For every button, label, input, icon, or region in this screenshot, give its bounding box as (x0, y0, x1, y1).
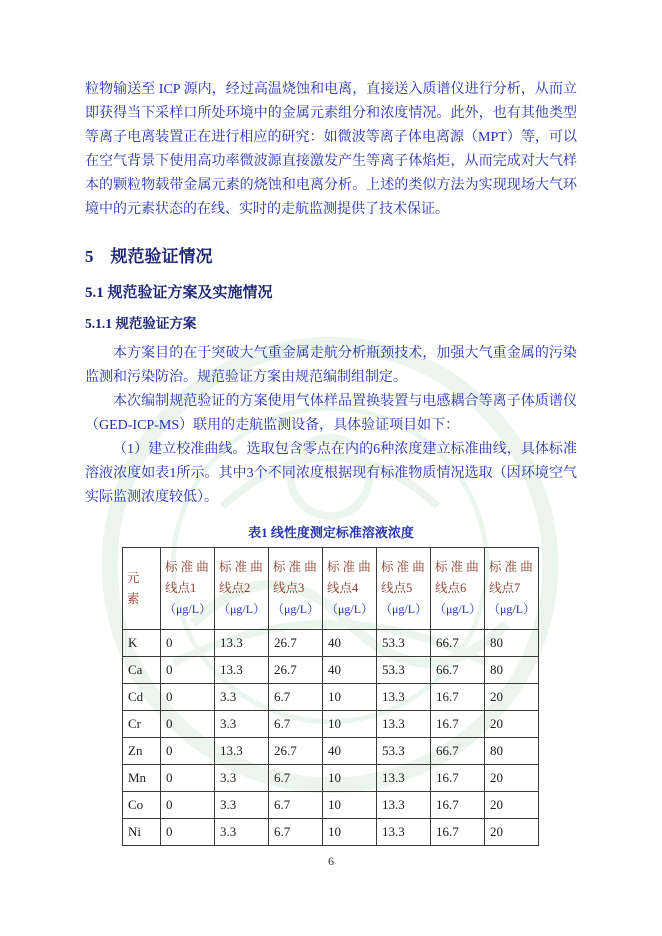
element-cell: Cd (123, 684, 161, 711)
value-cell: 53.3 (377, 630, 431, 657)
value-cell: 20 (485, 819, 539, 846)
page-content (85, 78, 577, 846)
value-cell: 0 (161, 684, 215, 711)
value-cell: 0 (161, 738, 215, 765)
value-cell: 66.7 (431, 738, 485, 765)
value-cell: 10 (323, 765, 377, 792)
value-cell: 20 (485, 792, 539, 819)
value-cell: 13.3 (215, 630, 269, 657)
value-cell: 13.3 (377, 684, 431, 711)
value-cell: 20 (485, 684, 539, 711)
value-cell: 13.3 (215, 657, 269, 684)
value-cell: 6.7 (269, 765, 323, 792)
element-header-line1: 元 (127, 570, 140, 585)
col-header-element (123, 548, 161, 630)
table-row (123, 684, 539, 711)
value-cell: 10 (323, 792, 377, 819)
value-cell: 40 (323, 630, 377, 657)
element-header-line2: 素 (127, 591, 140, 606)
value-cell: 16.7 (431, 711, 485, 738)
value-cell: 3.3 (215, 684, 269, 711)
col-header-point2: 标 准 曲 线点2 （μg/L） (215, 548, 269, 630)
col-header-point3: 标 准 曲 线点3 （μg/L） (269, 548, 323, 630)
col-header-point1: 标 准 曲 线点1 （μg/L） (161, 548, 215, 630)
paragraph-purpose: 本方案目的在于突破大气重金属走航分析瓶颈技术，加强大气重金属的污染监测和污染防治。规范验证方案由规范编制组制定。 (85, 346, 577, 385)
value-cell: 10 (323, 819, 377, 846)
element-cell: Ca (123, 657, 161, 684)
value-cell: 16.7 (431, 765, 485, 792)
value-cell: 20 (485, 711, 539, 738)
value-cell: 40 (323, 738, 377, 765)
section-heading: 5 规范验证情况 (85, 247, 213, 266)
value-cell: 80 (485, 630, 539, 657)
value-cell: 0 (161, 657, 215, 684)
value-cell: 16.7 (431, 819, 485, 846)
value-cell: 40 (323, 657, 377, 684)
value-cell: 13.3 (377, 819, 431, 846)
value-cell: 13.3 (215, 738, 269, 765)
table-row (123, 711, 539, 738)
table-header-row (123, 548, 539, 630)
element-cell: K (123, 630, 161, 657)
value-cell: 3.3 (215, 711, 269, 738)
element-cell: Zn (123, 738, 161, 765)
value-cell: 10 (323, 684, 377, 711)
value-cell: 3.3 (215, 792, 269, 819)
value-cell: 53.3 (377, 657, 431, 684)
table-row (123, 630, 539, 657)
value-cell: 66.7 (431, 630, 485, 657)
value-cell: 26.7 (269, 738, 323, 765)
page-number: 6 (328, 854, 334, 868)
standard-solution-table (122, 547, 539, 846)
value-cell: 20 (485, 765, 539, 792)
subsubsection-heading: 5.1.1 规范验证方案 (85, 316, 197, 331)
element-cell: Mn (123, 765, 161, 792)
col-header-point4: 标 准 曲 线点4 （μg/L） (323, 548, 377, 630)
value-cell: 13.3 (377, 765, 431, 792)
table-row (123, 819, 539, 846)
table-row (123, 657, 539, 684)
value-cell: 16.7 (431, 684, 485, 711)
value-cell: 53.3 (377, 738, 431, 765)
value-cell: 6.7 (269, 792, 323, 819)
table-row (123, 738, 539, 765)
element-cell: Cr (123, 711, 161, 738)
value-cell: 66.7 (431, 657, 485, 684)
col-header-point7: 标 准 曲 线点7 （μg/L） (485, 548, 539, 630)
paragraph-equipment: 本次编制规范验证的方案使用气体样品置换装置与电感耦合等离子体质谱仪（GED-ICP-MS）联用的走航监测设备，具体验证项目如下： (85, 394, 577, 433)
value-cell: 13.3 (377, 711, 431, 738)
value-cell: 26.7 (269, 657, 323, 684)
value-cell: 13.3 (377, 792, 431, 819)
col-header-point5: 标 准 曲 线点5 （μg/L） (377, 548, 431, 630)
subsection-heading: 5.1 规范验证方案及实施情况 (85, 285, 273, 301)
value-cell: 80 (485, 657, 539, 684)
value-cell: 6.7 (269, 684, 323, 711)
value-cell: 3.3 (215, 819, 269, 846)
value-cell: 0 (161, 819, 215, 846)
element-cell: Co (123, 792, 161, 819)
value-cell: 6.7 (269, 819, 323, 846)
value-cell: 10 (323, 711, 377, 738)
value-cell: 0 (161, 630, 215, 657)
value-cell: 0 (161, 711, 215, 738)
value-cell: 26.7 (269, 630, 323, 657)
table-caption: 表1 线性度测定标准溶液浓度 (248, 525, 414, 540)
value-cell: 16.7 (431, 792, 485, 819)
value-cell: 0 (161, 792, 215, 819)
value-cell: 3.3 (215, 765, 269, 792)
table-row (123, 792, 539, 819)
element-cell: Ni (123, 819, 161, 846)
value-cell: 6.7 (269, 711, 323, 738)
continuation-paragraph: 粒物输送至 ICP 源内，经过高温烧蚀和电离，直接送入质谱仪进行分析，从而立即获得当下采样口所处环境中的金属元素组分和浓度情况。此外，也有其他类型等离子电离装置正在进行相应的研究：如微波等离子体电离源（MPT）等，可以在空气背景下使用高功率微波源直接激发产生等离子体焰炬，从而完成对大气样本的颗粒物载带金属元素的烧蚀和电离分析。上述的类似方法为实现现场大气环境中的元素状态的在线、实时的走航监测提供了技术保证。 (85, 82, 577, 217)
col-header-point6: 标 准 曲 线点6 （μg/L） (431, 548, 485, 630)
paragraph-calibration: （1）建立校准曲线。选取包含零点在内的6种浓度建立标准曲线，具体标准溶液浓度如表1所示。其中3个不同浓度根据现有标准物质情况选取（因环境空气实际监测浓度较低）。 (85, 442, 577, 505)
value-cell: 0 (161, 765, 215, 792)
value-cell: 80 (485, 738, 539, 765)
table-row (123, 765, 539, 792)
